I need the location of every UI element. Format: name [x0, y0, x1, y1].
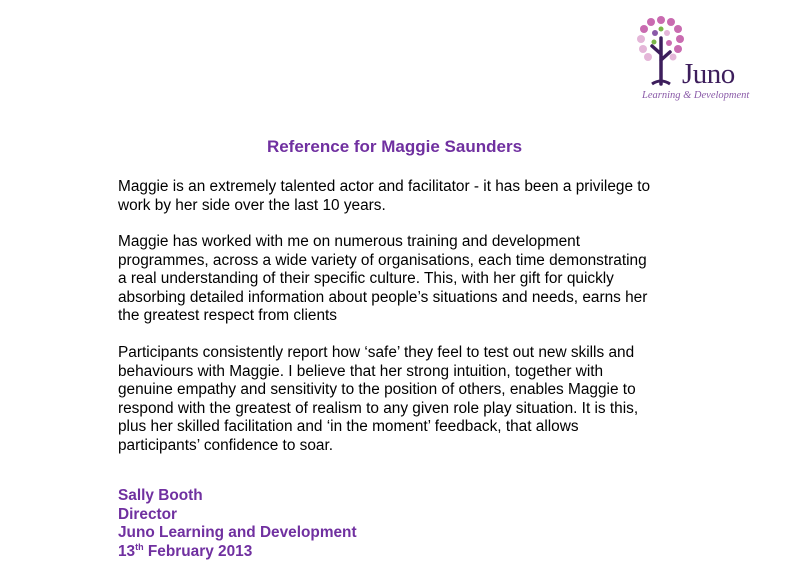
signature-role: Director: [118, 505, 178, 523]
document-title: Reference for Maggie Saunders: [266, 137, 523, 156]
paragraph-intro: [118, 178, 688, 215]
paragraph-line: plus her skilled facilitation and ‘in the moment’ feedback, that allows: [118, 418, 579, 436]
paragraph-line: behaviours with Maggie. I believe that her strong intuition, together with: [118, 362, 604, 380]
signature-block: [118, 487, 357, 561]
paragraph-line: absorbing detailed information about people’s situations and needs, earns her: [118, 288, 648, 306]
paragraph-line: respond with the greatest of realism to any given role play situation. It is this,: [118, 399, 639, 417]
paragraph-line: Maggie has worked with me on numerous training and development: [118, 233, 580, 250]
paragraph-line: programmes, across a wide variety of organisations, each time demonstrating: [118, 251, 647, 269]
date-suffix: th: [135, 541, 144, 552]
paragraph-line: a real understanding of their specific culture. This, with her gift for quickly: [118, 270, 614, 288]
paragraph-line: genuine empathy and sensitivity to the position of others, enables Maggie to: [118, 381, 636, 399]
logo-tagline: Learning & Development: [642, 90, 750, 101]
signature-name: Sally Booth: [118, 487, 203, 504]
paragraph-line: Maggie is an extremely talented actor and facilitator - it has been a privilege to: [118, 178, 651, 195]
date-day: 13: [118, 542, 136, 560]
signature-company: Juno Learning and Development: [118, 524, 357, 542]
paragraph-feedback: [118, 344, 688, 456]
paragraph-line: work by her side over the last 10 years.: [118, 196, 386, 214]
juno-logo: [630, 14, 760, 104]
paragraph-line: participants’ confidence to soar.: [118, 436, 334, 454]
date-rest: February 2013: [143, 542, 253, 560]
tree-icon: [630, 14, 690, 92]
signature-date: [118, 543, 357, 562]
paragraph-line: Participants consistently report how ‘safe’ they feel to test out new skills and: [118, 344, 635, 361]
logo-wordmark: Juno: [682, 58, 735, 90]
paragraph-experience: [118, 233, 688, 326]
paragraph-line: the greatest respect from clients: [118, 307, 337, 325]
